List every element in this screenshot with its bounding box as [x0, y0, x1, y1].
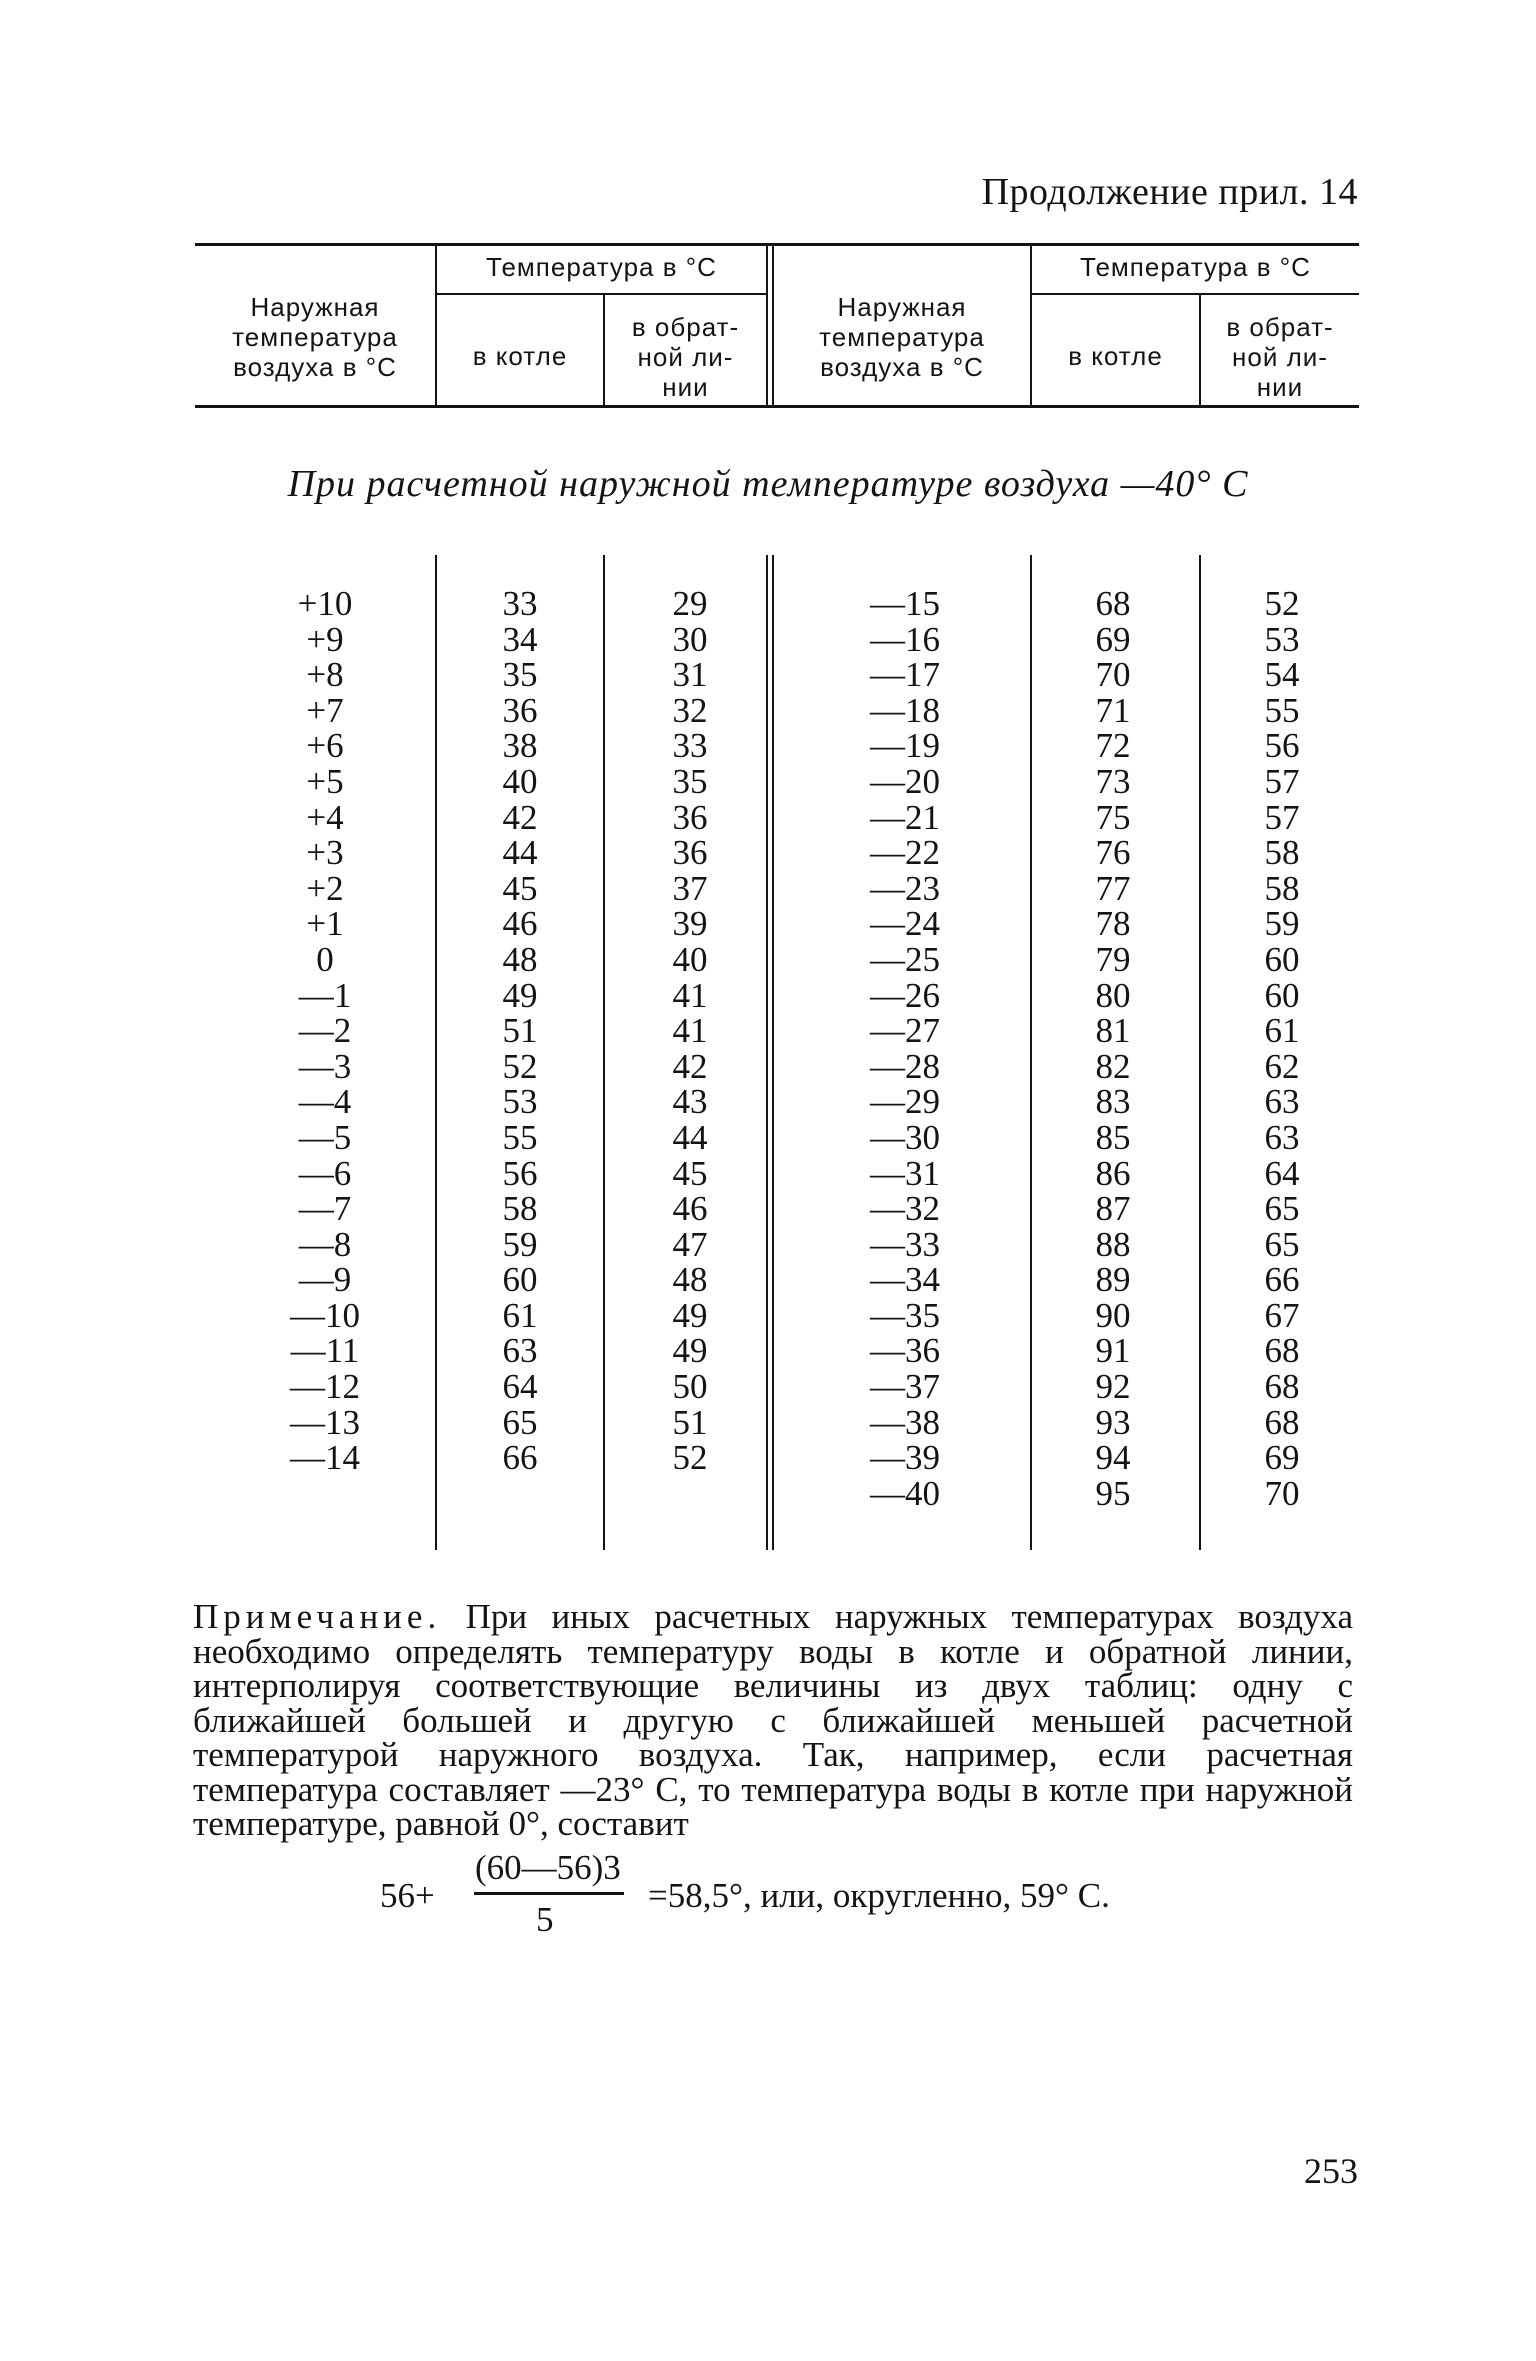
header-return-right: в обрат- ной ли- нии — [1226, 312, 1334, 402]
table-cell: —23 — [870, 868, 940, 908]
table-cell: 61 — [502, 1295, 538, 1335]
col-right-boiler — [1063, 586, 1163, 1511]
table-cell: 33 — [502, 584, 538, 623]
header-bottom-rule — [195, 405, 1359, 408]
table-cell: —11 — [290, 1331, 360, 1371]
table-cell: 41 — [672, 975, 708, 1015]
table-cell: 86 — [1095, 1153, 1131, 1193]
col-left-outside — [270, 586, 380, 1476]
table-cell: 63 — [502, 1331, 538, 1371]
table-cell: 68 — [1264, 1367, 1300, 1407]
table-cell: —28 — [870, 1046, 940, 1086]
table-cell: 58 — [1264, 833, 1300, 873]
table-cell: 92 — [1095, 1367, 1131, 1407]
table-cell: —33 — [870, 1224, 940, 1264]
table-cell: 29 — [672, 584, 708, 623]
body-vline-2 — [603, 555, 605, 1550]
table-cell: 48 — [672, 1260, 708, 1300]
table-cell: —13 — [290, 1402, 360, 1442]
note-paragraph — [193, 1597, 1354, 1843]
table-cell: 66 — [502, 1438, 538, 1478]
table-cell: 56 — [1264, 726, 1300, 766]
col-right-return — [1232, 586, 1332, 1511]
table-cell: 53 — [1264, 619, 1300, 659]
table-cell: 43 — [672, 1082, 708, 1122]
table-cell: 60 — [1264, 939, 1300, 979]
table-cell: 89 — [1095, 1260, 1131, 1300]
table-cell: —38 — [870, 1402, 940, 1442]
table-cell: 93 — [1095, 1402, 1131, 1442]
table-cell: 55 — [502, 1117, 538, 1157]
table-cell: 49 — [672, 1295, 708, 1335]
table-cell: —40 — [870, 1473, 940, 1513]
table-cell: —37 — [870, 1367, 940, 1407]
table-cell: —5 — [298, 1117, 352, 1157]
header-vline-3a — [766, 245, 768, 405]
table-cell: —4 — [298, 1082, 352, 1122]
table-cell: —2 — [298, 1011, 352, 1051]
table-cell: +3 — [306, 833, 344, 873]
table-cell: 68 — [1264, 1331, 1300, 1371]
col-left-boiler — [470, 586, 570, 1476]
table-cell: 63 — [1264, 1082, 1300, 1122]
body-vline-3b — [772, 555, 774, 1550]
table-cell: 30 — [672, 619, 708, 659]
table-cell: —36 — [870, 1331, 940, 1371]
table-cell: 33 — [672, 726, 708, 766]
header-outside-temp-left: Наружная температура воздуха в °С — [232, 292, 398, 382]
table-cell: 66 — [1264, 1260, 1300, 1300]
table-cell: 95 — [1095, 1473, 1131, 1513]
table-cell: 59 — [1264, 904, 1300, 944]
table-cell: 46 — [502, 904, 538, 944]
table-cell: 39 — [672, 904, 708, 944]
table-cell: +8 — [306, 655, 344, 695]
body-vline-4 — [1030, 555, 1032, 1550]
table-cell: —15 — [870, 584, 940, 623]
table-top-rule — [195, 243, 1359, 246]
table-cell: —32 — [870, 1189, 940, 1229]
table-cell: 60 — [502, 1260, 538, 1300]
table-cell: 87 — [1095, 1189, 1131, 1229]
table-cell: —30 — [870, 1117, 940, 1157]
table-cell: 68 — [1095, 584, 1131, 623]
table-cell: 49 — [502, 975, 538, 1015]
formula-result: =58,5°, или, округленно, 59° С. — [648, 1876, 1110, 1915]
table-cell: —9 — [298, 1260, 352, 1300]
table-cell: 56 — [502, 1153, 538, 1193]
table-cell: 53 — [502, 1082, 538, 1122]
table-cell: 36 — [672, 833, 708, 873]
table-cell: 85 — [1095, 1117, 1131, 1157]
table-cell: +7 — [306, 690, 344, 730]
header-temp-group-left: Температура в °С — [486, 252, 717, 282]
table-cell: —10 — [290, 1295, 360, 1335]
table-cell: —35 — [870, 1295, 940, 1335]
page-number: 253 — [1304, 2151, 1358, 2191]
body-vline-3a — [766, 555, 768, 1550]
table-cell: 75 — [1095, 797, 1131, 837]
table-cell: 83 — [1095, 1082, 1131, 1122]
table-cell: +10 — [297, 584, 353, 623]
table-cell: —6 — [298, 1153, 352, 1193]
page-header: Продолжение прил. 14 — [981, 171, 1358, 213]
table-cell: 37 — [672, 868, 708, 908]
table-cell: 57 — [1264, 797, 1300, 837]
table-cell: 64 — [502, 1367, 538, 1407]
table-cell: 81 — [1095, 1011, 1131, 1051]
table-cell: —21 — [870, 797, 940, 837]
table-cell: —24 — [870, 904, 940, 944]
table-cell: 34 — [502, 619, 538, 659]
table-cell: 64 — [1264, 1153, 1300, 1193]
table-cell: 62 — [1264, 1046, 1300, 1086]
table-cell: 58 — [1264, 868, 1300, 908]
table-cell: 52 — [502, 1046, 538, 1086]
table-cell: 40 — [672, 939, 708, 979]
table-caption: При расчетной наружной температуре воздуха —40° С — [287, 463, 1249, 505]
table-cell: —22 — [870, 833, 940, 873]
table-cell: 51 — [502, 1011, 538, 1051]
table-cell: 63 — [1264, 1117, 1300, 1157]
table-cell: 31 — [672, 655, 708, 695]
table-cell: 55 — [1264, 690, 1300, 730]
table-cell: —8 — [298, 1224, 352, 1264]
table-cell: 90 — [1095, 1295, 1131, 1335]
table-cell: —26 — [870, 975, 940, 1015]
temp-group-underline-left — [435, 293, 768, 295]
table-cell: 45 — [502, 868, 538, 908]
table-cell: —19 — [870, 726, 940, 766]
body-vline-5 — [1199, 555, 1201, 1550]
table-cell: 65 — [502, 1402, 538, 1442]
table-cell: —1 — [298, 975, 352, 1015]
table-cell: —34 — [870, 1260, 940, 1300]
table-cell: 36 — [672, 797, 708, 837]
note-lead: Примечание. — [193, 1597, 442, 1636]
table-cell: +1 — [306, 904, 344, 944]
table-cell: 76 — [1095, 833, 1131, 873]
table-cell: 42 — [672, 1046, 708, 1086]
table-cell: 48 — [502, 939, 538, 979]
table-cell: 45 — [672, 1153, 708, 1193]
table-cell: +2 — [306, 868, 344, 908]
table-cell: 65 — [1264, 1189, 1300, 1229]
table-cell: 38 — [502, 726, 538, 766]
table-cell: 73 — [1095, 761, 1131, 801]
table-cell: 44 — [672, 1117, 708, 1157]
table-cell: —12 — [290, 1367, 360, 1407]
table-cell: 78 — [1095, 904, 1131, 944]
table-cell: 59 — [502, 1224, 538, 1264]
table-cell: 50 — [672, 1367, 708, 1407]
formula-numerator: (60—56)3 — [475, 1848, 621, 1887]
header-boiler-right: в котле — [1068, 341, 1163, 371]
table-cell: 65 — [1264, 1224, 1300, 1264]
col-right-outside — [840, 586, 970, 1511]
formula-denominator: 5 — [536, 1900, 554, 1939]
table-cell: +5 — [306, 761, 344, 801]
table-cell: 51 — [672, 1402, 708, 1442]
table-cell: 46 — [672, 1189, 708, 1229]
table-cell: 71 — [1095, 690, 1131, 730]
table-cell: —14 — [290, 1438, 360, 1478]
table-cell: 0 — [316, 939, 334, 979]
header-outside-temp-right: Наружная температура воздуха в °С — [819, 292, 985, 382]
table-cell: 72 — [1095, 726, 1131, 766]
table-cell: 32 — [672, 690, 708, 730]
table-cell: 52 — [672, 1438, 708, 1478]
table-cell: 70 — [1095, 655, 1131, 695]
table-cell: 40 — [502, 761, 538, 801]
table-cell: 35 — [502, 655, 538, 695]
table-cell: 36 — [502, 690, 538, 730]
table-cell: 67 — [1264, 1295, 1300, 1335]
table-cell: 70 — [1264, 1473, 1300, 1513]
table-cell: 49 — [672, 1331, 708, 1371]
table-cell: 61 — [1264, 1011, 1300, 1051]
header-temp-group-right: Температура в °С — [1080, 252, 1311, 282]
table-cell: 42 — [502, 797, 538, 837]
formula-prefix: 56+ — [380, 1876, 435, 1915]
table-cell: 47 — [672, 1224, 708, 1264]
table-cell: 79 — [1095, 939, 1131, 979]
table-cell: 58 — [502, 1189, 538, 1229]
table-cell: 88 — [1095, 1224, 1131, 1264]
table-cell: +9 — [306, 619, 344, 659]
table-cell: —3 — [298, 1046, 352, 1086]
table-cell: —20 — [870, 761, 940, 801]
table-cell: 80 — [1095, 975, 1131, 1015]
table-cell: 77 — [1095, 868, 1131, 908]
table-cell: —7 — [298, 1189, 352, 1229]
table-cell: —25 — [870, 939, 940, 979]
table-cell: —31 — [870, 1153, 940, 1193]
table-cell: 57 — [1264, 761, 1300, 801]
formula-fraction-bar — [474, 1892, 624, 1895]
note-text: При иных расчетных наружных температурах воздуха необходимо определять температуру воды в котле и обратной линии, интерполируя соответствующие величины из двух таблиц: одну с ближайшей большей и другую с ближайшей меньшей расчетной температурой наружного воздуха. Так, например, если расчетная температура составляет —23° С, то температура воды в котле при наружной температуре, равной 0°, составит — [193, 1597, 1354, 1843]
table-cell: —16 — [870, 619, 940, 659]
table-cell: 69 — [1095, 619, 1131, 659]
table-cell: —17 — [870, 655, 940, 695]
table-cell: —27 — [870, 1011, 940, 1051]
table-cell: —29 — [870, 1082, 940, 1122]
header-return-left: в обрат- ной ли- нии — [631, 312, 740, 402]
col-left-return — [640, 586, 740, 1476]
body-vline-1 — [435, 555, 437, 1550]
table-cell: 69 — [1264, 1438, 1300, 1478]
table-cell: 91 — [1095, 1331, 1131, 1371]
header-boiler-left: в котле — [472, 341, 568, 371]
table-cell: 68 — [1264, 1402, 1300, 1442]
table-cell: —18 — [870, 690, 940, 730]
table-cell: 44 — [502, 833, 538, 873]
table-cell: 82 — [1095, 1046, 1131, 1086]
table-cell: 94 — [1095, 1438, 1131, 1478]
table-cell: 60 — [1264, 975, 1300, 1015]
table-cell: 52 — [1264, 584, 1300, 623]
table-cell: 54 — [1264, 655, 1300, 695]
table-cell: 35 — [672, 761, 708, 801]
table-cell: +6 — [306, 726, 344, 766]
table-cell: +4 — [306, 797, 344, 837]
temp-group-underline-right — [1030, 293, 1359, 295]
table-cell: 41 — [672, 1011, 708, 1051]
table-cell: —39 — [870, 1438, 940, 1478]
